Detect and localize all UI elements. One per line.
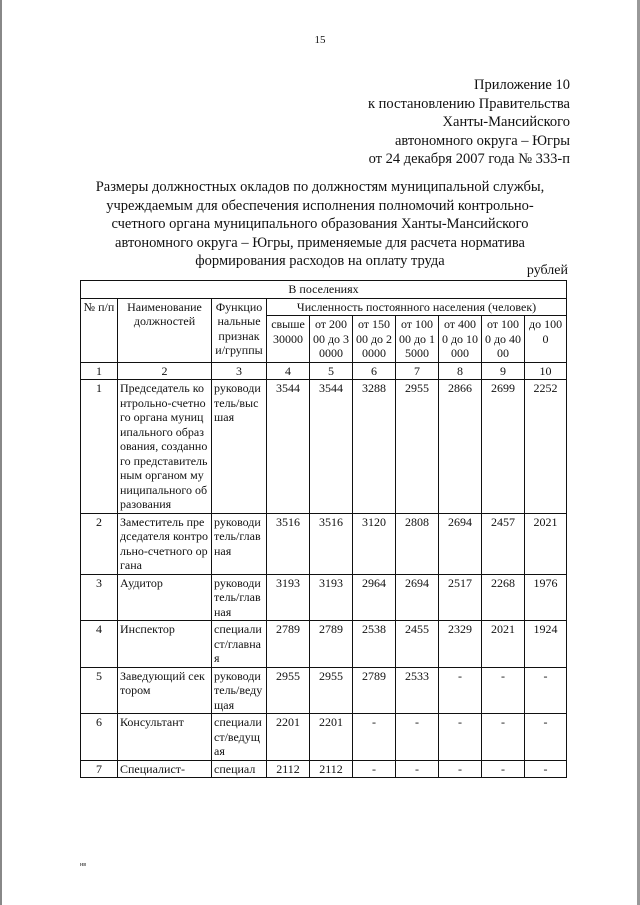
title-line: формирования расходов на оплату труда — [195, 253, 445, 269]
salary-table — [80, 280, 567, 778]
salary-value: 2538 — [353, 621, 396, 668]
functional-group: руководитель/высшая — [212, 380, 267, 514]
salary-value: 2021 — [482, 621, 525, 668]
salary-value: - — [525, 667, 567, 714]
salary-value: 3288 — [353, 380, 396, 514]
header-func: Функциональные признаки/группы — [212, 298, 267, 362]
functional-group: руководитель/главная — [212, 574, 267, 621]
appendix-line: к постановлению Правительства — [368, 95, 570, 112]
row-number: 2 — [81, 513, 118, 574]
salary-value: 2789 — [310, 621, 353, 668]
salary-value: - — [439, 714, 482, 761]
appendix-line: от 24 декабря 2007 года № 333-п — [368, 151, 570, 167]
salary-value: - — [482, 667, 525, 714]
functional-group: руководитель/ведущая — [212, 667, 267, 714]
document-title — [80, 178, 560, 271]
salary-value: - — [525, 714, 567, 761]
row-number: 1 — [81, 380, 118, 514]
salary-value: 2201 — [267, 714, 310, 761]
position-name: Заведующий сектором — [118, 667, 212, 714]
salary-value: 2457 — [482, 513, 525, 574]
salary-value: 2789 — [353, 667, 396, 714]
salary-value: 3544 — [310, 380, 353, 514]
salary-value: 2112 — [310, 760, 353, 778]
salary-value: 2694 — [396, 574, 439, 621]
column-number: 4 — [267, 362, 310, 380]
salary-value: 3544 — [267, 380, 310, 514]
row-number: 4 — [81, 621, 118, 668]
header-pop-col: от 4000 до 10000 — [439, 316, 482, 363]
header-pop-col: до 1000 — [525, 316, 567, 363]
column-number: 5 — [310, 362, 353, 380]
salary-value: 2112 — [267, 760, 310, 778]
group-header: В поселениях — [81, 281, 567, 299]
title-line: автономного округа – Югры, применяемые для расчета норматива — [115, 234, 525, 251]
salary-value: - — [353, 714, 396, 761]
header-pop-col: от 20000 до 30000 — [310, 316, 353, 363]
position-name: Председатель контрольно-счетного органа муниципального образования, созданного представительным органом муниципального образования — [118, 380, 212, 514]
header-name: Наименование должностей — [118, 298, 212, 362]
table-group-header-row — [81, 281, 567, 299]
salary-value: - — [482, 760, 525, 778]
column-number: 9 — [482, 362, 525, 380]
salary-value: 2252 — [525, 380, 567, 514]
header-pop-col: от 10000 до 15000 — [396, 316, 439, 363]
salary-value: - — [439, 760, 482, 778]
table-header-row — [81, 298, 567, 316]
row-number: 3 — [81, 574, 118, 621]
appendix-line: автономного округа – Югры — [394, 132, 570, 149]
salary-value: - — [482, 714, 525, 761]
salary-value: - — [525, 760, 567, 778]
position-name: Заместитель председателя контрольно-счетного органа — [118, 513, 212, 574]
row-number: 6 — [81, 714, 118, 761]
title-line: учреждаемым для обеспечения исполнения полномочий контрольно- — [106, 197, 534, 214]
column-number: 10 — [525, 362, 567, 380]
appendix-line: Ханты-Мансийского — [442, 114, 570, 130]
salary-value: 2329 — [439, 621, 482, 668]
salary-value: 2955 — [267, 667, 310, 714]
footer-mark: нв — [80, 862, 87, 868]
salary-value: 2955 — [396, 380, 439, 514]
table-row — [81, 380, 567, 514]
title-line: счетного органа муниципального образования Ханты-Мансийского — [111, 216, 529, 232]
column-number: 3 — [212, 362, 267, 380]
salary-value: - — [353, 760, 396, 778]
appendix-line: Приложение 10 — [474, 77, 570, 93]
column-number: 6 — [353, 362, 396, 380]
position-name: Консультант — [118, 714, 212, 761]
salary-value: 2517 — [439, 574, 482, 621]
column-number: 1 — [81, 362, 118, 380]
salary-value: 2201 — [310, 714, 353, 761]
salary-value: 3516 — [267, 513, 310, 574]
functional-group: руководитель/главная — [212, 513, 267, 574]
position-name: Инспектор — [118, 621, 212, 668]
page-number: 15 — [314, 34, 326, 46]
salary-value: - — [396, 714, 439, 761]
salary-value: - — [396, 760, 439, 778]
table-row — [81, 513, 567, 574]
salary-value: 2866 — [439, 380, 482, 514]
table-row — [81, 621, 567, 668]
salary-value: 2789 — [267, 621, 310, 668]
salary-value: 2455 — [396, 621, 439, 668]
row-number: 5 — [81, 667, 118, 714]
header-population: Численность постоянного населения (человек) — [267, 298, 567, 316]
units-label: рублей — [526, 263, 568, 278]
functional-group: специалист/главная — [212, 621, 267, 668]
salary-value: 2955 — [310, 667, 353, 714]
table-row — [81, 760, 567, 778]
salary-value: 2964 — [353, 574, 396, 621]
table-row — [81, 714, 567, 761]
table-row — [81, 667, 567, 714]
header-pop-col: от 15000 до 20000 — [353, 316, 396, 363]
salary-value: 2268 — [482, 574, 525, 621]
salary-value: 3120 — [353, 513, 396, 574]
salary-value: 3193 — [267, 574, 310, 621]
column-number: 7 — [396, 362, 439, 380]
appendix-block — [368, 76, 570, 169]
salary-value: 2533 — [396, 667, 439, 714]
functional-group: специал — [212, 760, 267, 778]
salary-value: 2808 — [396, 513, 439, 574]
row-number: 7 — [81, 760, 118, 778]
salary-value: 1924 — [525, 621, 567, 668]
salary-value: 3516 — [310, 513, 353, 574]
header-no: № п/п — [81, 298, 118, 362]
salary-value: - — [439, 667, 482, 714]
header-pop-col: свыше 30000 — [267, 316, 310, 363]
column-number: 8 — [439, 362, 482, 380]
position-name: Специалист- — [118, 760, 212, 778]
column-number: 2 — [118, 362, 212, 380]
salary-value: 2694 — [439, 513, 482, 574]
column-number-row — [81, 362, 567, 380]
salary-value: 1976 — [525, 574, 567, 621]
scan-edge-left — [0, 0, 2, 905]
title-line: Размеры должностных окладов по должностям муниципальной службы, — [95, 179, 545, 195]
functional-group: специалист/ведущая — [212, 714, 267, 761]
position-name: Аудитор — [118, 574, 212, 621]
table-row — [81, 574, 567, 621]
salary-value: 2699 — [482, 380, 525, 514]
header-pop-col: от 1000 до 4000 — [482, 316, 525, 363]
salary-value: 2021 — [525, 513, 567, 574]
salary-value: 3193 — [310, 574, 353, 621]
